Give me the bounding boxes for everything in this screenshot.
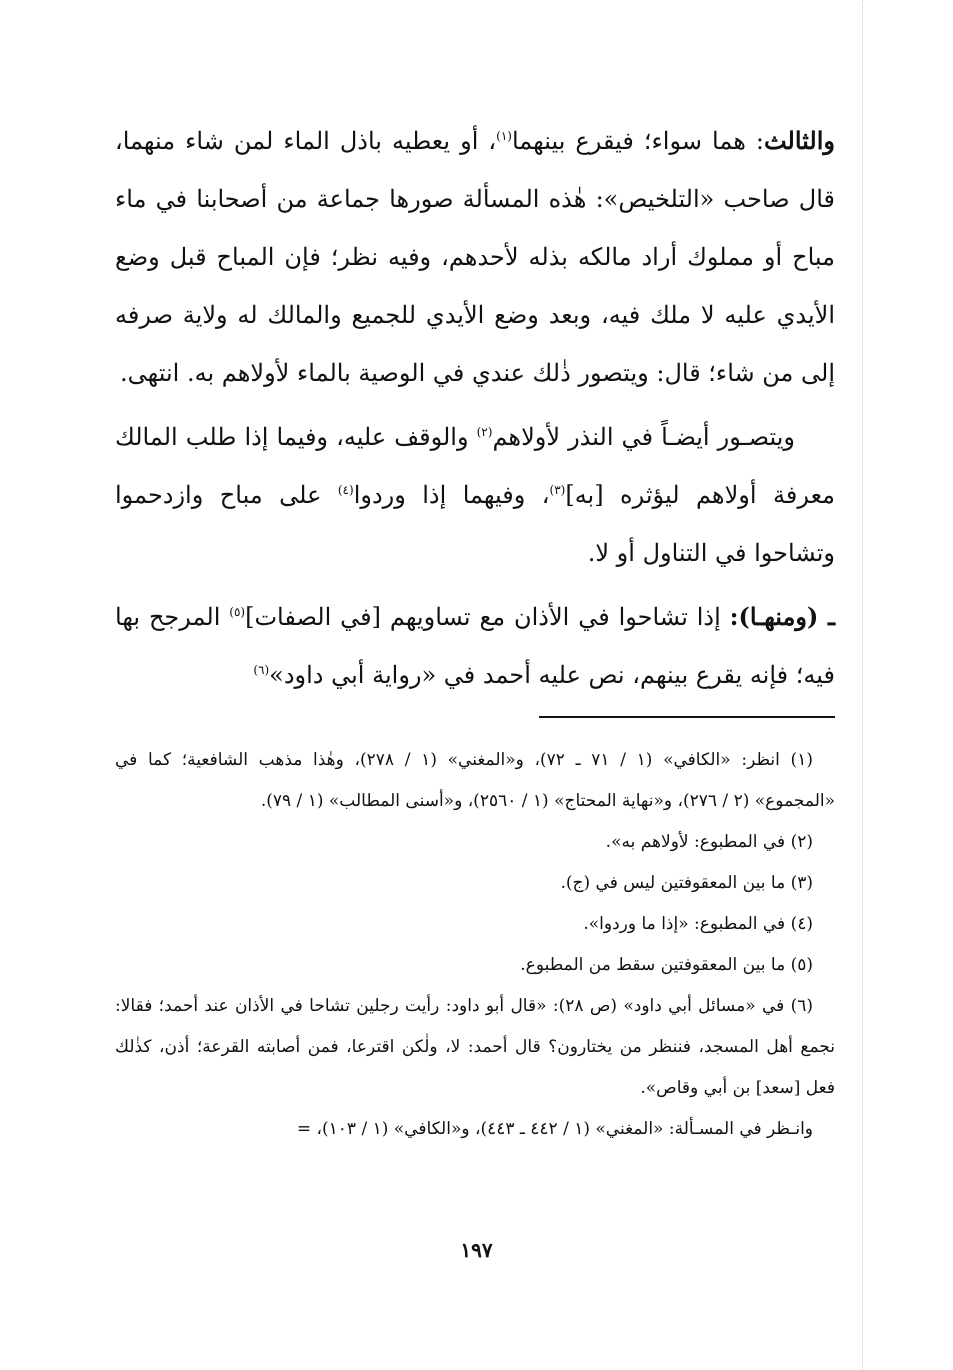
footnote-ref-4[interactable]: (٤) <box>337 483 354 497</box>
paragraph-1-lead: والثالث <box>763 126 835 155</box>
footnote-3: (٣) ما بين المعقوفتين ليس في (ج). <box>560 873 813 893</box>
paragraph-1-text-a: : هما سواء؛ فيقرع بينهما <box>511 127 764 155</box>
paragraph-2-text-b: والوقف عليه، وفيما إذا طلب المالك معرفة أولاهم ليؤثره [به] <box>115 423 836 509</box>
footnote-6-continued: وانـظر في المسـألة: «المغني» (١ / ٤٤٢ ـ ٤٤٣)، و«الكافي» (١ / ١٠٣)، = <box>296 1119 813 1139</box>
footnote-6: (٦) في «مسائل أبي داود» (ص ٢٨): «قال أبو داود: رأيت رجلين تشاحا في الأذان عند أحمد؛ فقالا: نجمع أهل المسجد، فننظر من يختارون؟ قال أحمد: لا، ولٰكن اقترعا، فمن أصابته القرعة؛ أذن، كذٰلك فعل [سعد] بن أبي وقاص». <box>115 996 835 1098</box>
page-number: ١٩٧ <box>460 1238 493 1262</box>
paragraph-1 <box>115 112 835 402</box>
paragraph-2 <box>115 408 835 582</box>
footnote-ref-5[interactable]: (٥) <box>229 605 246 619</box>
paragraph-1-text-b: ، أو يعطيه باذل الماء لمن شاء منهما، قال صاحب «التلخيص»: هٰذه المسألة صورها جماعة من أصحابنا في ماء مباح أو مملوك أراد مالكه بذله لأحدهم، وفيه نظر؛ فإن المباح قبل وضع الأيدي عليه لا ملك فيه، وبعد وضع الأيدي للجميع والمالك له ولاية صرفه إلى من شاء؛ قال: ويتصور ذٰلك عندي في الوصية بالماء لأولاهم به. انتهى. <box>115 127 835 387</box>
footnotes <box>115 740 835 1150</box>
footnote-2: (٢) في المطبوع: لأولاهم به». <box>605 832 813 852</box>
paragraph-3 <box>115 588 835 704</box>
main-text <box>115 112 835 710</box>
paragraph-3-text-a: إذا تشاحوا في الأذان مع تساويهم [في الصفات] <box>245 603 730 631</box>
paragraph-3-lead: ـ (ومنهـا): <box>729 602 835 631</box>
footnote-1: (١) انظر: «الكافي» (١ / ٧١ ـ ٧٢)، و«المغني» (١ / ٢٧٨)، وهٰذا مذهب الشافعية؛ كما في «المجموع» (٢ / ٢٧٦)، و«نهاية المحتاج» (١ / ٢٥٦٠)، و«أسنى المطالب» (١ / ٧٩). <box>115 750 835 811</box>
paragraph-2-text-d: على مباح وازدحموا وتشاحوا في التناول أو لا. <box>115 481 835 567</box>
scan-edge-mark <box>862 0 864 1370</box>
footnote-ref-6[interactable]: (٦) <box>253 663 270 677</box>
paragraph-3-text-b: المرجح بها فيه؛ فإنه يقرع بينهم، نص عليه أحمد في «رواية أبي داود» <box>115 603 835 689</box>
footnote-divider <box>539 716 835 718</box>
paragraph-2-text-a: ويتصـور أيضـاً في النذر لأولاهم <box>492 423 796 451</box>
paragraph-2-text-c: ، وفيهما إذا وردوا <box>353 481 550 509</box>
footnote-ref-1[interactable]: (١) <box>496 129 512 143</box>
footnote-5: (٥) ما بين المعقوفتين سقط من المطبوع. <box>520 955 813 975</box>
footnote-4: (٤) في المطبوع: «إذا ما وردوا». <box>583 914 813 934</box>
footnote-ref-3[interactable]: (٣) <box>549 483 566 497</box>
footnote-ref-2[interactable]: (٢) <box>476 425 493 439</box>
